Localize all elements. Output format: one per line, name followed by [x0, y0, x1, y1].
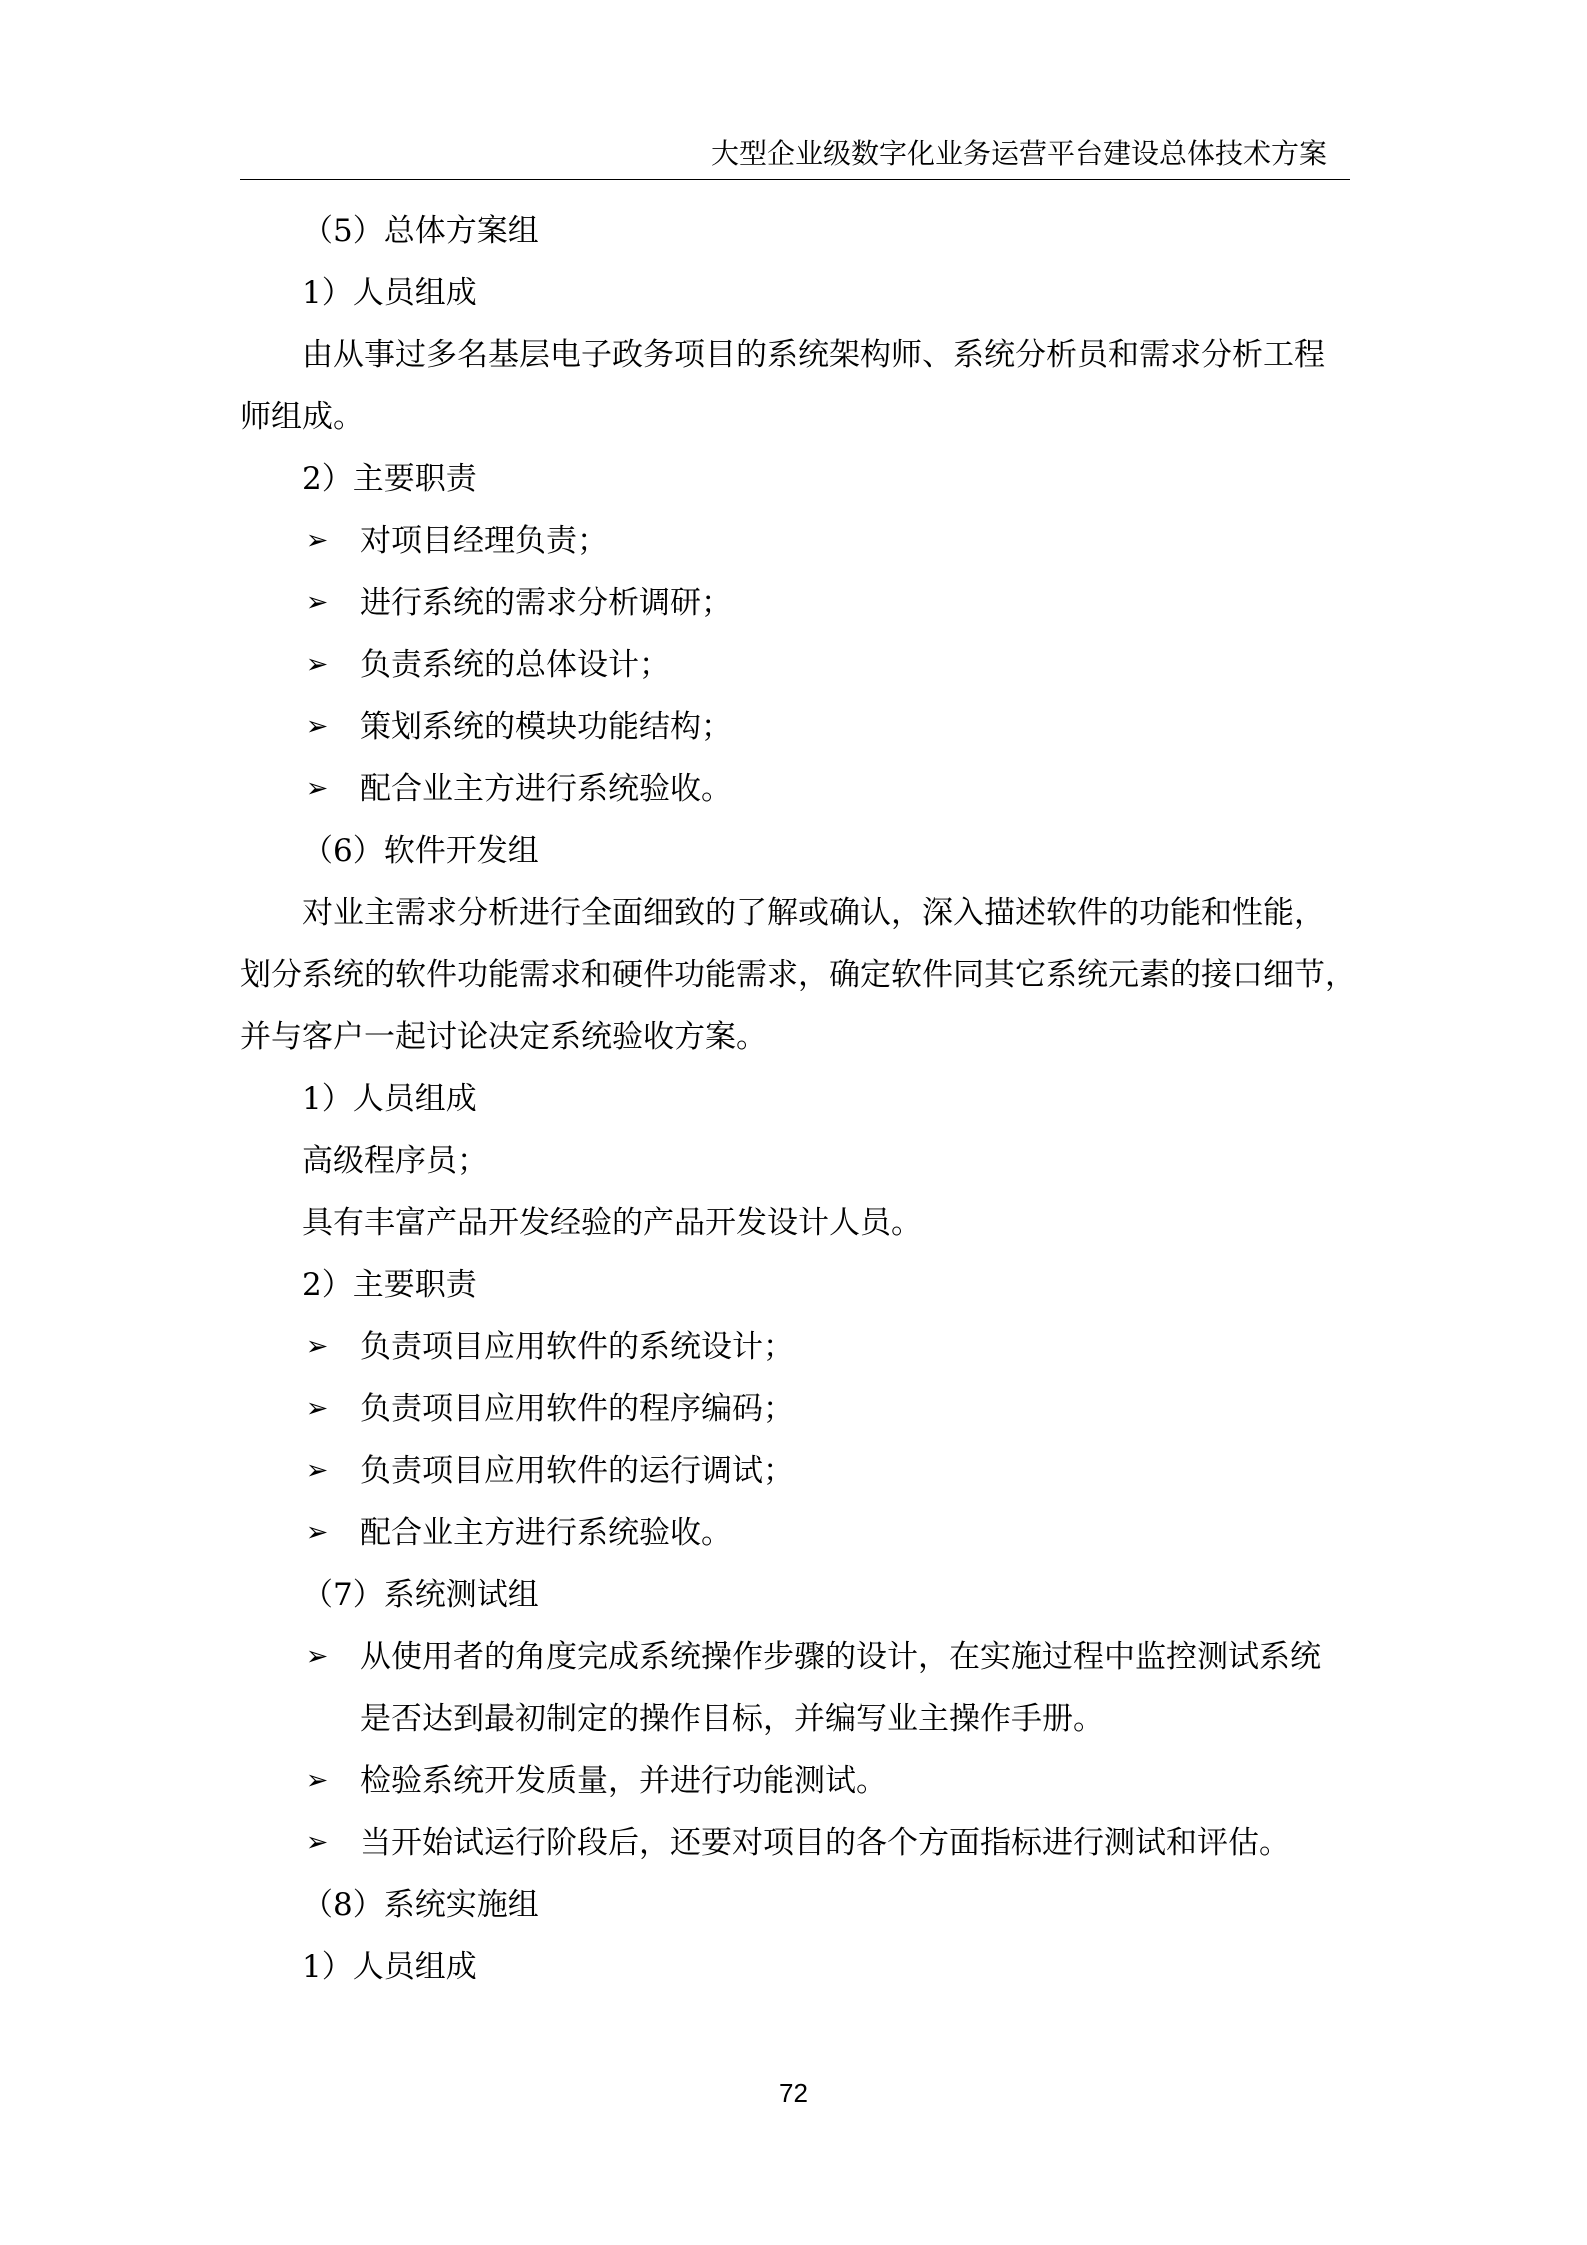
bullet-item: [240, 510, 1352, 572]
bullet-item: [240, 1626, 1352, 1688]
paragraph-line: 师组成。: [240, 399, 364, 435]
header-divider: [240, 179, 1350, 180]
bullet-text: 负责项目应用软件的程序编码；: [360, 1391, 794, 1427]
bullet-item: [240, 572, 1352, 634]
bullet-text: 配合业主方进行系统验收。: [360, 1515, 732, 1551]
section-heading-system-implementation-group: （8）系统实施组: [302, 1887, 539, 1923]
arrow-bullet-icon: ➢: [305, 1393, 329, 1424]
bullet-item: [240, 696, 1352, 758]
arrow-bullet-icon: ➢: [305, 649, 329, 680]
arrow-bullet-icon: ➢: [305, 1517, 329, 1548]
arrow-bullet-icon: ➢: [305, 587, 329, 618]
bullet-continuation: 是否达到最初制定的操作目标，并编写业主操作手册。: [360, 1701, 1104, 1737]
paragraph-line: 具有丰富产品开发经验的产品开发设计人员。: [302, 1205, 922, 1241]
bullet-text: 配合业主方进行系统验收。: [360, 771, 732, 807]
bullet-text: 从使用者的角度完成系统操作步骤的设计，在实施过程中监控测试系统: [360, 1639, 1321, 1675]
bullet-item: [240, 1502, 1352, 1564]
bullet-text: 对项目经理负责；: [360, 523, 608, 559]
arrow-bullet-icon: ➢: [305, 525, 329, 556]
section-heading-system-test-group: （7）系统测试组: [302, 1577, 539, 1613]
bullet-item: [240, 1812, 1352, 1874]
paragraph-line: 由从事过多名基层电子政务项目的系统架构师、系统分析员和需求分析工程: [302, 337, 1325, 373]
arrow-bullet-icon: ➢: [305, 1827, 329, 1858]
bullet-item: [240, 634, 1352, 696]
subheading-duties: 2）主要职责: [302, 461, 477, 497]
bullet-item: [240, 758, 1352, 820]
paragraph-line: 并与客户一起讨论决定系统验收方案。: [240, 1019, 767, 1055]
arrow-bullet-icon: ➢: [305, 1641, 329, 1672]
running-header: 大型企业级数字化业务运营平台建设总体技术方案: [710, 137, 1327, 170]
paragraph-line: 对业主需求分析进行全面细致的了解或确认，深入描述软件的功能和性能，: [302, 895, 1325, 931]
subheading-staffing: 1）人员组成: [302, 1949, 477, 1985]
paragraph-line: 划分系统的软件功能需求和硬件功能需求，确定软件同其它系统元素的接口细节，: [240, 957, 1356, 993]
arrow-bullet-icon: ➢: [305, 1455, 329, 1486]
bullet-item: [240, 1316, 1352, 1378]
section-heading-software-dev-group: （6）软件开发组: [302, 833, 539, 869]
arrow-bullet-icon: ➢: [305, 773, 329, 804]
page-number: 72: [779, 2078, 808, 2108]
bullet-text: 策划系统的模块功能结构；: [360, 709, 732, 745]
bullet-text: 负责项目应用软件的运行调试；: [360, 1453, 794, 1489]
bullet-item: [240, 1378, 1352, 1440]
bullet-text: 负责项目应用软件的系统设计；: [360, 1329, 794, 1365]
subheading-staffing: 1）人员组成: [302, 275, 477, 311]
subheading-staffing: 1）人员组成: [302, 1081, 477, 1117]
bullet-item: [240, 1750, 1352, 1812]
bullet-text: 检验系统开发质量，并进行功能测试。: [360, 1763, 887, 1799]
subheading-duties: 2）主要职责: [302, 1267, 477, 1303]
arrow-bullet-icon: ➢: [305, 1765, 329, 1796]
paragraph-line: 高级程序员；: [302, 1143, 488, 1179]
bullet-text: 负责系统的总体设计；: [360, 647, 670, 683]
bullet-item: [240, 1440, 1352, 1502]
bullet-text: 进行系统的需求分析调研；: [360, 585, 732, 621]
arrow-bullet-icon: ➢: [305, 1331, 329, 1362]
arrow-bullet-icon: ➢: [305, 711, 329, 742]
bullet-text: 当开始试运行阶段后，还要对项目的各个方面指标进行测试和评估。: [360, 1825, 1290, 1861]
section-heading-overall-plan-group: （5）总体方案组: [302, 213, 539, 249]
document-body: [240, 200, 1356, 1998]
